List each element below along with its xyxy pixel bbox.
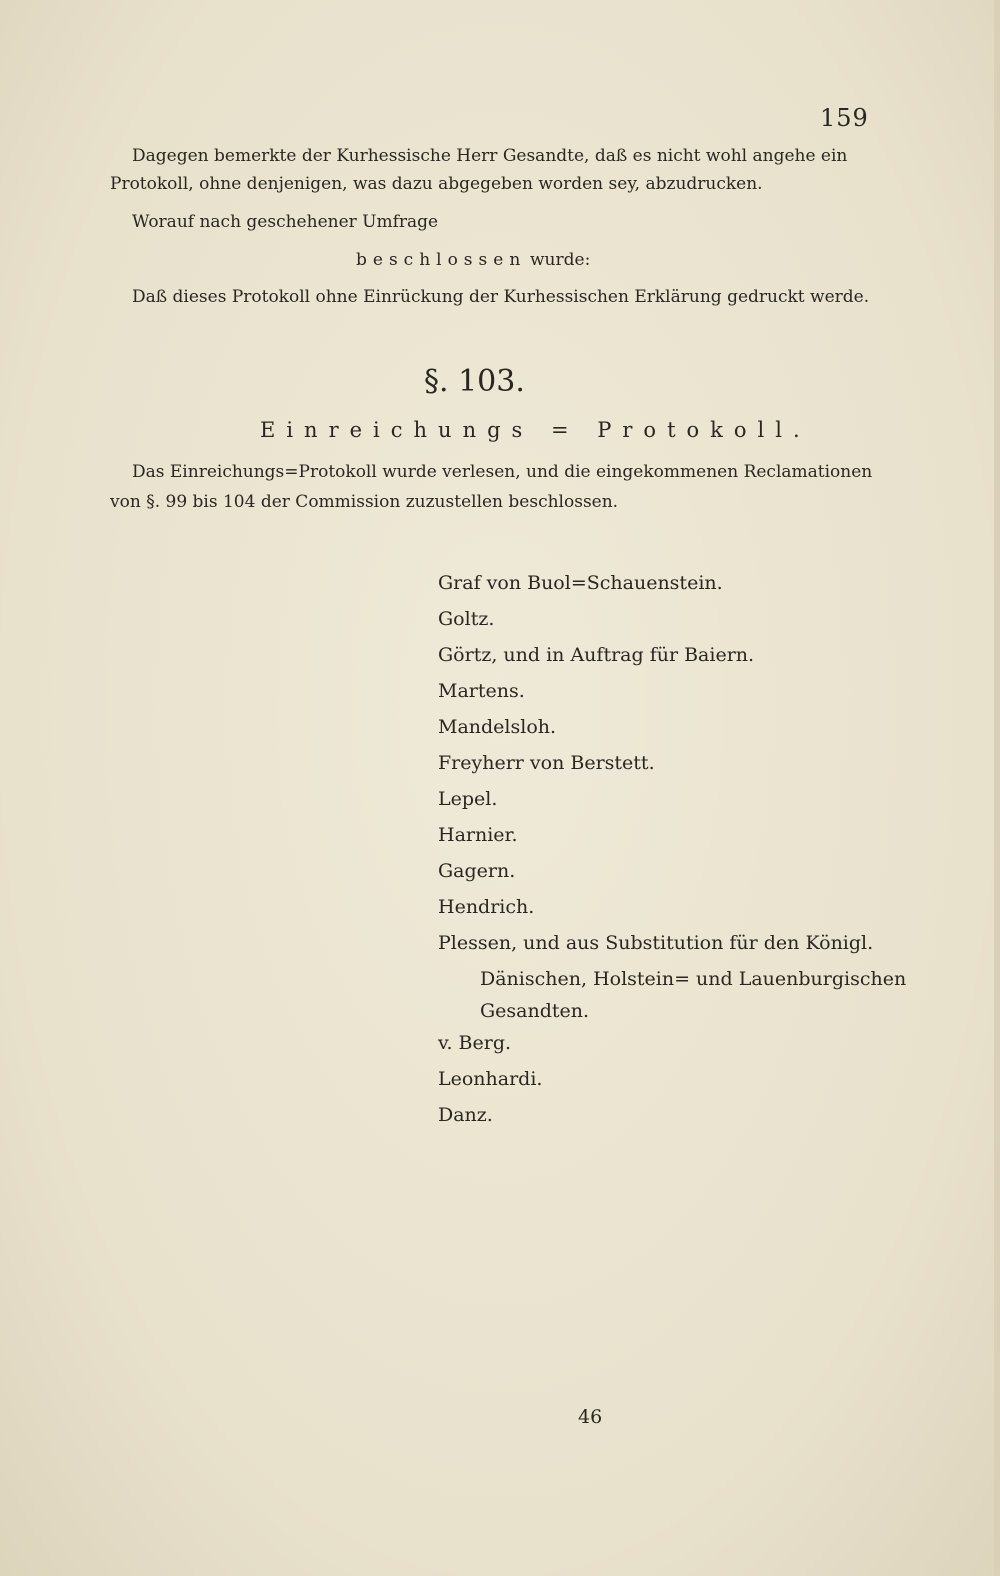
signatory: Leonhardi. <box>438 1068 543 1090</box>
section-heading: §. 103. <box>424 364 525 399</box>
paragraph-1-line-1: Dagegen bemerkte der Kurhessische Herr Gesandte, daß es nicht wohl angehe ein <box>132 146 848 166</box>
signatory: Danz. <box>438 1104 493 1126</box>
resolved-word: beschlossen <box>356 250 527 270</box>
signatory: Mandelsloh. <box>438 716 557 738</box>
section-title: Einreichungs = Protokoll. <box>260 418 811 442</box>
paragraph-4-line-2: von §. 99 bis 104 der Commission zuzustellen beschlossen. <box>110 492 619 512</box>
signatory: Gagern. <box>438 860 516 882</box>
signatory-list <box>438 568 906 1136</box>
signatory: Freyherr von Berstett. <box>438 752 655 774</box>
signatory-continuation: Gesandten. <box>480 1000 590 1022</box>
paragraph-2: Worauf nach geschehener Umfrage <box>132 212 439 232</box>
signatory: Hendrich. <box>438 896 535 918</box>
resolved-tail: wurde: <box>530 250 591 270</box>
page-edge <box>994 0 1000 1576</box>
paragraph-4-line-1: Das Einreichungs=Protokoll wurde verlesen, und die eingekommenen Reclamationen <box>132 462 873 482</box>
paragraph-1-line-2: Protokoll, ohne denjenigen, was dazu abgegeben worden sey, abzudrucken. <box>110 174 763 194</box>
signatory: Graf von Buol=Schauenstein. <box>438 572 723 594</box>
signatory: Harnier. <box>438 824 518 846</box>
signatory: Martens. <box>438 680 525 702</box>
signatory: v. Berg. <box>438 1032 512 1054</box>
signatory: Goltz. <box>438 608 495 630</box>
signatory: Görtz, und in Auftrag für Baiern. <box>438 644 755 666</box>
signature-mark: 46 <box>578 1406 603 1428</box>
signatory: Plessen, und aus Substitution für den Königl. <box>438 932 874 954</box>
signatory: Lepel. <box>438 788 498 810</box>
signatory-continuation: Dänischen, Holstein= und Lauenburgischen <box>480 968 907 990</box>
paragraph-3: Daß dieses Protokoll ohne Einrückung der Kurhessischen Erklärung gedruckt werde. <box>132 287 870 307</box>
page-number: 159 <box>820 104 869 132</box>
